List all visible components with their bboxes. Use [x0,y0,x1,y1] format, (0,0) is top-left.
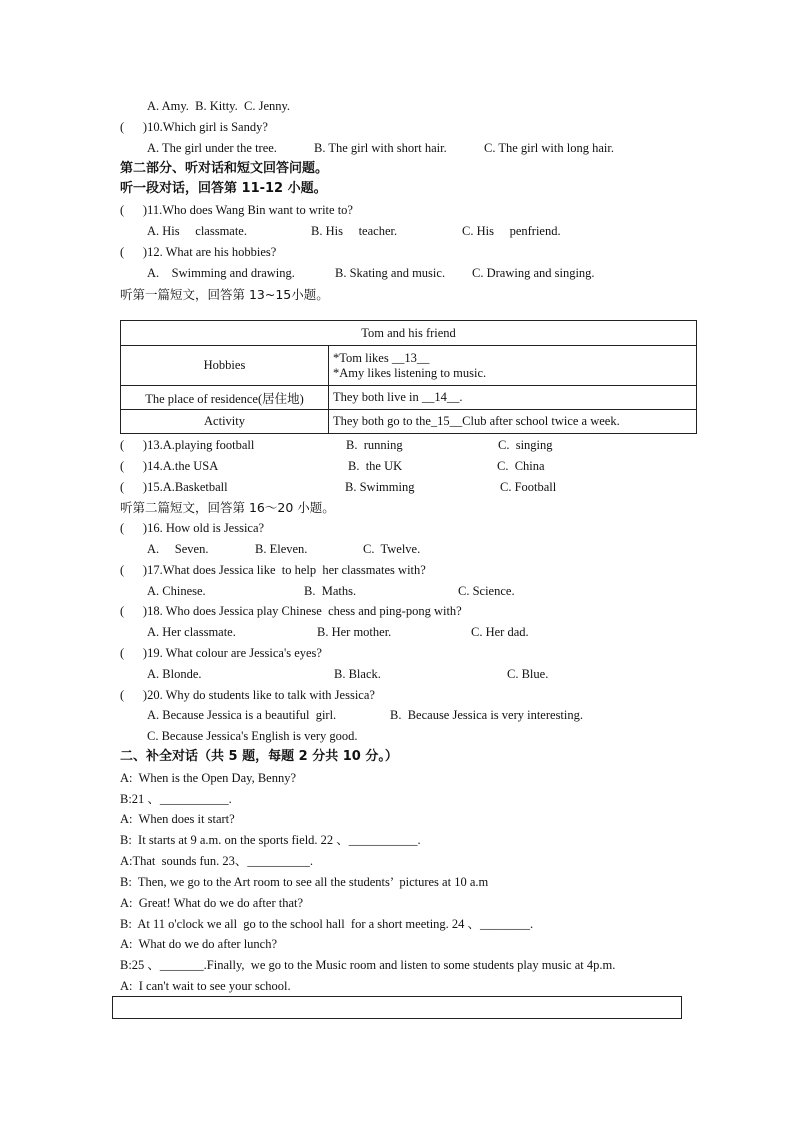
dialogue-line-6: B: Then, we go to the Art room to see all the students’ pictures at 10 a.m [120,875,489,889]
q14-option-b: B. the UK [348,459,403,473]
dialogue-line-7: A: Great! What do we do after that? [120,896,304,910]
q18-option-c: C. Her dad. [471,625,529,639]
q14-option-a: ( )14.A.the USA [120,459,219,473]
q11-option-b: B. His teacher. [311,224,398,238]
place-label: The place of residence(居住地) [121,386,329,410]
q15-option-b: B. Swimming [345,480,415,494]
dialogue-line-2: B:21 、___________. [120,792,232,806]
q20-option-a: A. Because Jessica is a beautiful girl. [147,708,337,722]
q20-stem: ( )20. Why do students like to talk with Jessica? [120,688,375,702]
q19-option-a: A. Blonde. [147,667,202,681]
q10-option-a: A. The girl under the tree. [147,141,277,155]
dialogue-line-11: A: I can't wait to see your school. [120,979,291,993]
q9-options: A. Amy. B. Kitty. C. Jenny. [147,99,291,113]
hobbies-amy: *Amy likes listening to music. [333,365,487,380]
section2-heading: 二、补全对话（共 5 题，每题 2 分共 10 分。） [120,749,398,764]
table-title: Tom and his friend [121,321,697,346]
q20-option-c: C. Because Jessica's English is very good. [147,729,358,743]
q13-option-b: B. running [346,438,403,452]
q19-option-b: B. Black. [334,667,381,681]
activity-label: Activity [121,410,329,434]
q10-option-c: C. The girl with long hair. [484,141,614,155]
empty-answer-box [112,996,682,1019]
passage1-heading: 听第一篇短文，回答第 13~15小题。 [120,287,329,302]
q18-stem: ( )18. Who does Jessica play Chinese chess and ping-pong with? [120,604,462,618]
q19-stem: ( )19. What colour are Jessica's eyes? [120,646,322,660]
q16-option-c: C. Twelve. [363,542,421,556]
q15-option-c: C. Football [500,480,557,494]
place-value: They both live in __14__. [329,386,697,410]
q16-option-b: B. Eleven. [255,542,308,556]
q16-option-a: A. Seven. [147,542,209,556]
tom-friend-table [120,320,697,434]
q11-option-c: C. His penfriend. [462,224,561,238]
dialogue-line-3: A: When does it start? [120,812,235,826]
dialogue-line-9: A: What do we do after lunch? [120,937,278,951]
q18-option-b: B. Her mother. [317,625,392,639]
hobbies-cell [329,346,697,386]
q20-option-b: B. Because Jessica is very interesting. [390,708,584,722]
q12-option-a: A. Swimming and drawing. [147,266,295,280]
q17-option-a: A. Chinese. [147,584,206,598]
q12-option-b: B. Skating and music. [335,266,446,280]
q10-option-b: B. The girl with short hair. [314,141,447,155]
q12-stem: ( )12. What are his hobbies? [120,245,277,259]
q13-option-a: ( )13.A.playing football [120,438,255,452]
dialogue-line-1: A: When is the Open Day, Benny? [120,771,297,785]
q19-option-c: C. Blue. [507,667,549,681]
q12-option-c: C. Drawing and singing. [472,266,595,280]
part2-subheading: 听一段对话，回答第 11-12 小题。 [120,181,327,196]
q17-stem: ( )17.What does Jessica like to help her classmates with? [120,563,426,577]
q10-stem: ( )10.Which girl is Sandy? [120,120,268,134]
hobbies-label: Hobbies [121,346,329,386]
q14-option-c: C. China [497,459,545,473]
q15-option-a: ( )15.A.Basketball [120,480,228,494]
q11-option-a: A. His classmate. [147,224,247,238]
q13-option-c: C. singing [498,438,553,452]
q16-stem: ( )16. How old is Jessica? [120,521,265,535]
hobbies-tom: *Tom likes __13__ [333,350,430,365]
dialogue-line-4: B: It starts at 9 a.m. on the sports field. 22 、___________. [120,833,421,847]
q11-stem: ( )11.Who does Wang Bin want to write to? [120,203,353,217]
q18-option-a: A. Her classmate. [147,625,236,639]
dialogue-line-8: B: At 11 o'clock we all go to the school hall for a short meeting. 24 、________. [120,917,534,931]
passage2-heading: 听第二篇短文，回答第 16～20 小题。 [120,500,335,515]
dialogue-line-10: B:25 、_______.Finally, we go to the Music room and listen to some students play music at 4p.m. [120,958,616,972]
q17-option-c: C. Science. [458,584,515,598]
dialogue-line-5: A:That sounds fun. 23、__________. [120,854,314,868]
q17-option-b: B. Maths. [304,584,357,598]
activity-value: They both go to the_15__Club after school twice a week. [329,410,697,434]
part2-heading: 第二部分、听对话和短文回答问题。 [120,161,329,176]
